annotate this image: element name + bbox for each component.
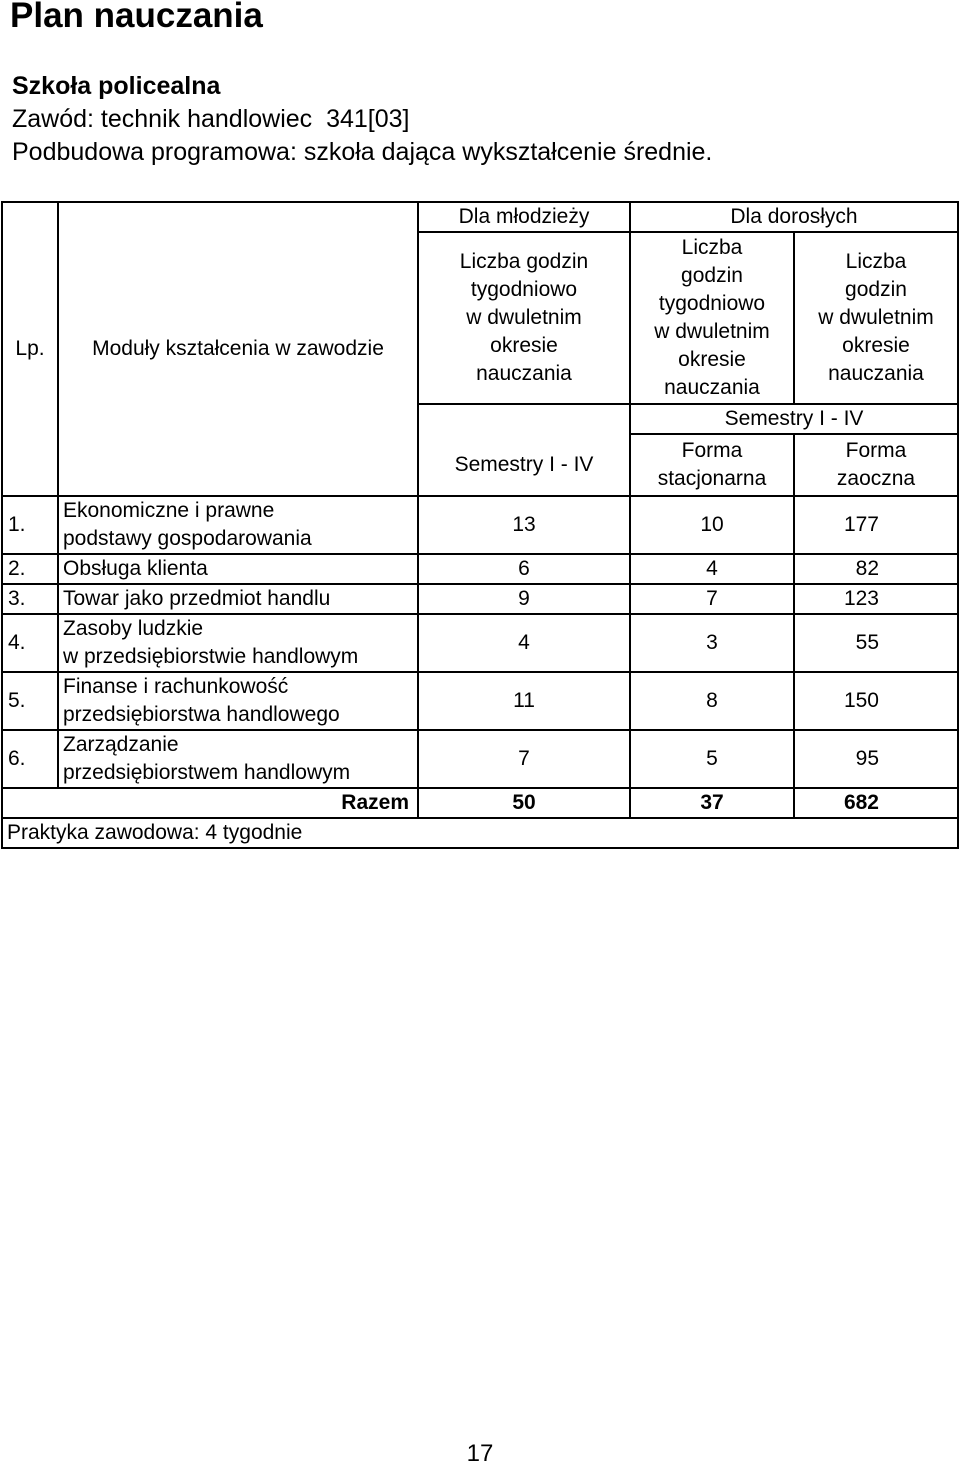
module-name: Zarządzanie: [63, 733, 179, 756]
table-row: [2, 554, 958, 584]
row-stationary-hours: 10: [630, 496, 794, 554]
profession: Zawód: technik handlowiec 341[03]: [12, 105, 410, 133]
header-text: okresie: [842, 334, 910, 357]
row-stationary-hours: 8: [630, 672, 794, 730]
program-basis: Podbudowa programowa: szkoła dająca wykształcenie średnie.: [12, 138, 713, 166]
header-adults: Dla dorosłych: [630, 202, 958, 232]
header-form-extramural: [795, 435, 957, 495]
row-youth-hours: 11: [418, 672, 630, 730]
row-lp: 2.: [2, 554, 58, 584]
row-module: [58, 672, 418, 730]
table-row: [2, 496, 958, 554]
row-youth-hours: 4: [418, 614, 630, 672]
total-youth-hours: 50: [418, 788, 630, 818]
header-lp: Lp.: [2, 202, 58, 496]
module-name: przedsiębiorstwem handlowym: [63, 761, 351, 784]
total-extramural-hours: 682: [794, 788, 958, 818]
total-label: Razem: [2, 788, 418, 818]
row-lp: 4.: [2, 614, 58, 672]
table-row: [2, 672, 958, 730]
row-youth-hours: 13: [418, 496, 630, 554]
header-forms-row: [631, 435, 957, 495]
header-text: nauczania: [664, 376, 760, 399]
header-text: nauczania: [476, 362, 572, 385]
header-text: w dwuletnim: [466, 306, 582, 329]
row-module: Obsługa klienta: [58, 554, 418, 584]
header-form-stationary: [631, 435, 795, 495]
row-lp: 1.: [2, 496, 58, 554]
curriculum-table: [1, 201, 959, 849]
header-text: Forma: [845, 439, 907, 462]
module-name: Zasoby ludzkie: [63, 617, 204, 640]
header-adult-weekly-hours: [630, 232, 794, 404]
row-lp: 5.: [2, 672, 58, 730]
header-text: w dwuletnim: [818, 306, 934, 329]
header-adult-total-hours: [794, 232, 958, 404]
row-extramural-hours: 95: [794, 730, 958, 788]
row-youth-hours: 9: [418, 584, 630, 614]
row-stationary-hours: 5: [630, 730, 794, 788]
header-text: stacjonarna: [657, 467, 767, 490]
practice-note: Praktyka zawodowa: 4 tygodnie: [2, 818, 958, 848]
header-modules: Moduły kształcenia w zawodzie: [58, 202, 418, 496]
header-adult-forms: [630, 404, 958, 496]
row-module: [58, 496, 418, 554]
table-row: [2, 730, 958, 788]
page-number: 17: [466, 1440, 494, 1467]
header-text: Liczba: [681, 236, 743, 259]
total-stationary-hours: 37: [630, 788, 794, 818]
row-extramural-hours: 150: [794, 672, 958, 730]
header-row-groups: [2, 202, 958, 232]
row-youth-hours: 7: [418, 730, 630, 788]
row-module: [58, 614, 418, 672]
header-text: Liczba godzin: [459, 250, 589, 273]
row-module: [58, 730, 418, 788]
row-extramural-hours: 55: [794, 614, 958, 672]
practice-row: [2, 818, 958, 848]
plan-info: [12, 70, 712, 169]
header-text: Liczba: [845, 250, 907, 273]
module-name: przedsiębiorstwa handlowego: [63, 703, 340, 726]
row-youth-hours: 6: [418, 554, 630, 584]
total-row: [2, 788, 958, 818]
header-text: okresie: [490, 334, 558, 357]
header-text: godzin: [845, 278, 907, 301]
row-module: Towar jako przedmiot handlu: [58, 584, 418, 614]
header-text: zaoczna: [836, 467, 916, 490]
row-extramural-hours: 177: [794, 496, 958, 554]
header-semesters-youth: Semestry I - IV: [418, 404, 630, 496]
row-stationary-hours: 3: [630, 614, 794, 672]
row-stationary-hours: 4: [630, 554, 794, 584]
row-extramural-hours: 82: [794, 554, 958, 584]
header-text: w dwuletnim: [654, 320, 770, 343]
header-semesters-adults: Semestry I - IV: [631, 405, 957, 435]
module-name: podstawy gospodarowania: [63, 527, 312, 550]
header-text: nauczania: [828, 362, 924, 385]
page-title: Plan nauczania: [10, 0, 263, 35]
table-row: [2, 584, 958, 614]
header-text: godzin: [681, 264, 743, 287]
module-name: w przedsiębiorstwie handlowym: [63, 645, 359, 668]
header-text: tygodniowo: [658, 292, 766, 315]
header-youth-hours: [418, 232, 630, 404]
table-row: [2, 614, 958, 672]
row-stationary-hours: 7: [630, 584, 794, 614]
header-youth: Dla młodzieży: [418, 202, 630, 232]
header-text: Forma: [681, 439, 743, 462]
header-text: tygodniowo: [470, 278, 578, 301]
row-lp: 3.: [2, 584, 58, 614]
row-lp: 6.: [2, 730, 58, 788]
module-name: Ekonomiczne i prawne: [63, 499, 275, 522]
module-name: Finanse i rachunkowość: [63, 675, 289, 698]
school-type: Szkoła policealna: [12, 72, 221, 100]
header-text: okresie: [678, 348, 746, 371]
row-extramural-hours: 123: [794, 584, 958, 614]
